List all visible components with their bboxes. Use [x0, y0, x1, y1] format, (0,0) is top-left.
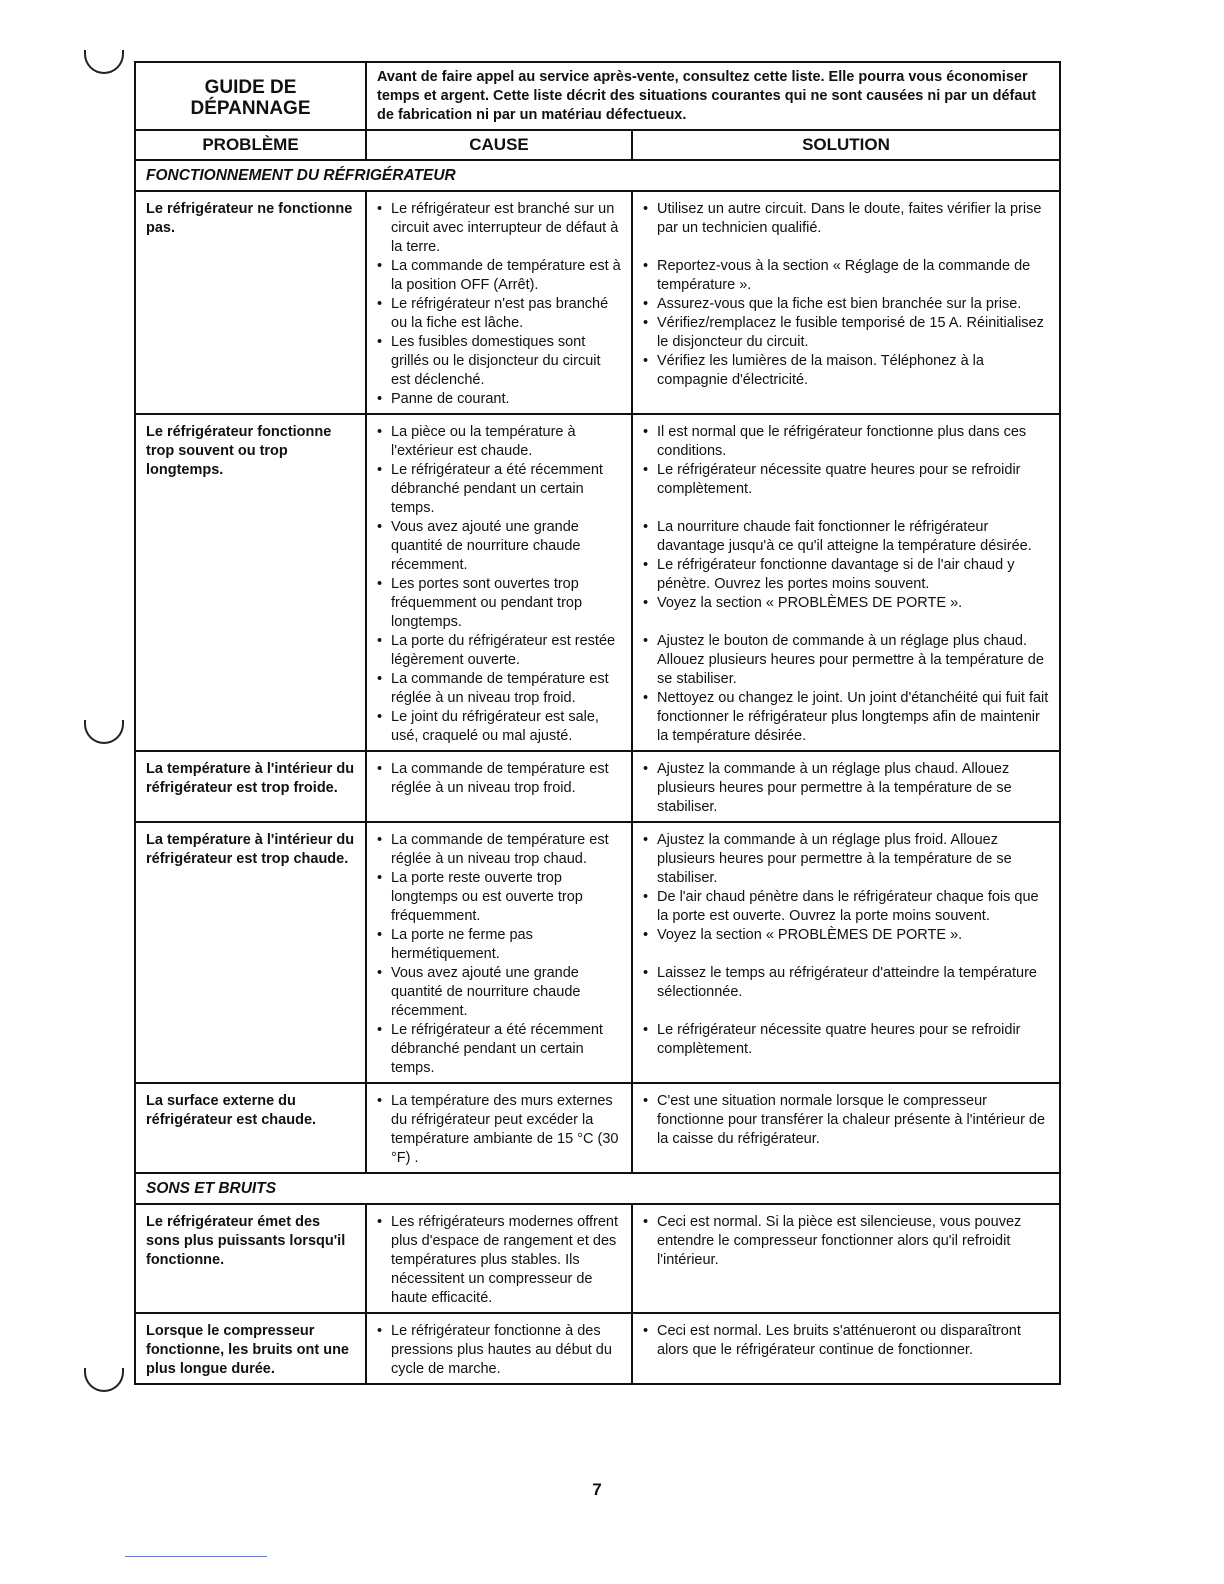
solution-item: • Nettoyez ou changez le joint. Un joint d'étanchéité qui fuit fait fonctionner le réfrigérateur plus longtemps afin de maintenir la température désirée.: [643, 689, 1051, 746]
cause-list: [377, 1322, 623, 1379]
cause-item: • La commande de température est réglée à un niveau trop froid.: [377, 760, 623, 798]
cause-item: • La porte ne ferme pas hermétiquement.: [377, 926, 623, 964]
binder-hole-middle: [84, 720, 124, 744]
problem-text: La température à l'intérieur du réfrigérateur est trop froide.: [135, 751, 366, 822]
solution-list: [643, 760, 1051, 817]
footer-rule: [125, 1556, 267, 1557]
cause-list: [377, 1092, 623, 1168]
cause-item: • La commande de température est réglée à un niveau trop chaud.: [377, 831, 623, 869]
cause-item: • Le réfrigérateur a été récemment débranché pendant un certain temps.: [377, 461, 623, 518]
solution-item: • Le réfrigérateur fonctionne davantage si de l'air chaud y pénètre. Ouvrez les portes moins souvent.: [643, 556, 1051, 594]
solution-item: • La nourriture chaude fait fonctionner le réfrigérateur davantage jusqu'à ce qu'il atteigne la température désirée.: [643, 518, 1051, 556]
solution-list: [643, 1092, 1051, 1149]
page-number: 7: [592, 1480, 602, 1499]
solution-item: • Voyez la section « PROBLÈMES DE PORTE ».: [643, 926, 1051, 945]
solution-item: • Ceci est normal. Les bruits s'atténueront ou disparaîtront alors que le réfrigérateur continue de fonctionner.: [643, 1322, 1051, 1360]
cause-cell: [366, 414, 632, 751]
solution-item: • Assurez-vous que la fiche est bien branchée sur la prise.: [643, 295, 1051, 314]
cause-item: • Vous avez ajouté une grande quantité de nourriture chaude récemment.: [377, 964, 623, 1021]
cause-cell: [366, 191, 632, 414]
cause-cell: [366, 1313, 632, 1384]
column-header-cause: CAUSE: [366, 130, 632, 160]
solution-item: • Le réfrigérateur nécessite quatre heures pour se refroidir complètement.: [643, 461, 1051, 499]
guide-title: [135, 62, 366, 130]
problem-text: La température à l'intérieur du réfrigérateur est trop chaude.: [135, 822, 366, 1083]
cause-item: • Panne de courant.: [377, 390, 623, 409]
solution-item: • Ajustez la commande à un réglage plus froid. Allouez plusieurs heures pour permettre à la température de se stabiliser.: [643, 831, 1051, 888]
solution-item: • Ajustez la commande à un réglage plus chaud. Allouez plusieurs heures pour permettre à la température de se stabiliser.: [643, 760, 1051, 817]
solution-list: [643, 200, 1051, 390]
guide-header-row: [135, 62, 1060, 130]
cause-list: [377, 1213, 623, 1308]
table-row: [135, 191, 1060, 414]
cause-item: • Les réfrigérateurs modernes offrent plus d'espace de rangement et des températures plus stables. Ils nécessitent un compresseur de haute efficacité.: [377, 1213, 623, 1308]
solution-item: • Ceci est normal. Si la pièce est silencieuse, vous pouvez entendre le compresseur fonctionner alors qu'il refroidit l'intérieur.: [643, 1213, 1051, 1270]
problem-text: Le réfrigérateur fonctionne trop souvent ou trop longtemps.: [135, 414, 366, 751]
table-row: [135, 1083, 1060, 1173]
problem-text: Le réfrigérateur ne fonctionne pas.: [135, 191, 366, 414]
solution-cell: [632, 191, 1060, 414]
solution-cell: [632, 414, 1060, 751]
cause-item: • La commande de température est réglée à un niveau trop froid.: [377, 670, 623, 708]
guide-intro: Avant de faire appel au service après-vente, consultez cette liste. Elle pourra vous économiser temps et argent. Cette liste décrit des situations courantes qui ne sont causées ni par un défaut de fabrication ni par un matériau défectueux.: [366, 62, 1060, 130]
solution-list: [643, 1322, 1051, 1360]
cause-item: • La commande de température est à la position OFF (Arrêt).: [377, 257, 623, 295]
cause-item: • Les portes sont ouvertes trop fréquemment ou pendant trop longtemps.: [377, 575, 623, 632]
column-header-problem: PROBLÈME: [135, 130, 366, 160]
table-row: [135, 1204, 1060, 1313]
cause-cell: [366, 1083, 632, 1173]
cause-cell: [366, 751, 632, 822]
solution-item: • Le réfrigérateur nécessite quatre heures pour se refroidir complètement.: [643, 1021, 1051, 1059]
solution-cell: [632, 1204, 1060, 1313]
solution-item: • Ajustez le bouton de commande à un réglage plus chaud. Allouez plusieurs heures pour permettre à la température de se stabiliser.: [643, 632, 1051, 689]
cause-item: • Le réfrigérateur est branché sur un circuit avec interrupteur de défaut à la terre.: [377, 200, 623, 257]
cause-list: [377, 423, 623, 746]
section-row: [135, 1173, 1060, 1204]
cause-item: • La pièce ou la température à l'extérieur est chaude.: [377, 423, 623, 461]
cause-list: [377, 200, 623, 409]
solution-list: [643, 831, 1051, 1059]
table-row: [135, 414, 1060, 751]
solution-cell: [632, 751, 1060, 822]
cause-item: • Le réfrigérateur n'est pas branché ou la fiche est lâche.: [377, 295, 623, 333]
troubleshooting-table: [134, 61, 1061, 1385]
guide-title-line2: DÉPANNAGE: [190, 98, 311, 119]
cause-list: [377, 760, 623, 798]
column-header-solution: SOLUTION: [632, 130, 1060, 160]
cause-item: • Le réfrigérateur a été récemment débranché pendant un certain temps.: [377, 1021, 623, 1078]
guide-title-line1: GUIDE DE: [204, 77, 297, 98]
column-header-row: [135, 130, 1060, 160]
cause-item: • Le réfrigérateur fonctionne à des pressions plus hautes au début du cycle de marche.: [377, 1322, 623, 1379]
table-row: [135, 1313, 1060, 1384]
problem-text: La surface externe du réfrigérateur est chaude.: [135, 1083, 366, 1173]
section-row: [135, 160, 1060, 191]
solution-item: • Voyez la section « PROBLÈMES DE PORTE ».: [643, 594, 1051, 613]
solution-cell: [632, 1313, 1060, 1384]
solution-list: [643, 1213, 1051, 1270]
cause-cell: [366, 822, 632, 1083]
solution-item: • Vérifiez les lumières de la maison. Téléphonez à la compagnie d'électricité.: [643, 352, 1051, 390]
binder-hole-top: [84, 50, 124, 74]
solution-cell: [632, 822, 1060, 1083]
solution-item: • Il est normal que le réfrigérateur fonctionne plus dans ces conditions.: [643, 423, 1051, 461]
cause-item: • La porte du réfrigérateur est restée légèrement ouverte.: [377, 632, 623, 670]
solution-item: • Vérifiez/remplacez le fusible temporisé de 15 A. Réinitialisez le disjoncteur du circuit.: [643, 314, 1051, 352]
section-title: FONCTIONNEMENT DU RÉFRIGÉRATEUR: [135, 160, 1060, 191]
solution-item: • C'est une situation normale lorsque le compresseur fonctionne pour transférer la chaleur présente à l'intérieur de la caisse du réfrigérateur.: [643, 1092, 1051, 1149]
section-title: SONS ET BRUITS: [135, 1173, 1060, 1204]
solution-item: • Laissez le temps au réfrigérateur d'atteindre la température sélectionnée.: [643, 964, 1051, 1002]
solution-item: • De l'air chaud pénètre dans le réfrigérateur chaque fois que la porte est ouverte. Ouvrez la porte moins souvent.: [643, 888, 1051, 926]
problem-text: Le réfrigérateur émet des sons plus puissants lorsqu'il fonctionne.: [135, 1204, 366, 1313]
solution-item: • Utilisez un autre circuit. Dans le doute, faites vérifier la prise par un technicien qualifié.: [643, 200, 1051, 238]
table-row: [135, 751, 1060, 822]
cause-item: • Les fusibles domestiques sont grillés ou le disjoncteur du circuit est déclenché.: [377, 333, 623, 390]
cause-item: • La température des murs externes du réfrigérateur peut excéder la température ambiante de 15 °C (30 °F) .: [377, 1092, 623, 1168]
table-row: [135, 822, 1060, 1083]
cause-item: • Vous avez ajouté une grande quantité de nourriture chaude récemment.: [377, 518, 623, 575]
cause-item: • La porte reste ouverte trop longtemps ou est ouverte trop fréquemment.: [377, 869, 623, 926]
problem-text: Lorsque le compresseur fonctionne, les bruits ont une plus longue durée.: [135, 1313, 366, 1384]
solution-cell: [632, 1083, 1060, 1173]
solution-list: [643, 423, 1051, 746]
binder-hole-bottom: [84, 1368, 124, 1392]
cause-list: [377, 831, 623, 1078]
cause-item: • Le joint du réfrigérateur est sale, usé, craquelé ou mal ajusté.: [377, 708, 623, 746]
cause-cell: [366, 1204, 632, 1313]
solution-item: • Reportez-vous à la section « Réglage de la commande de température ».: [643, 257, 1051, 295]
